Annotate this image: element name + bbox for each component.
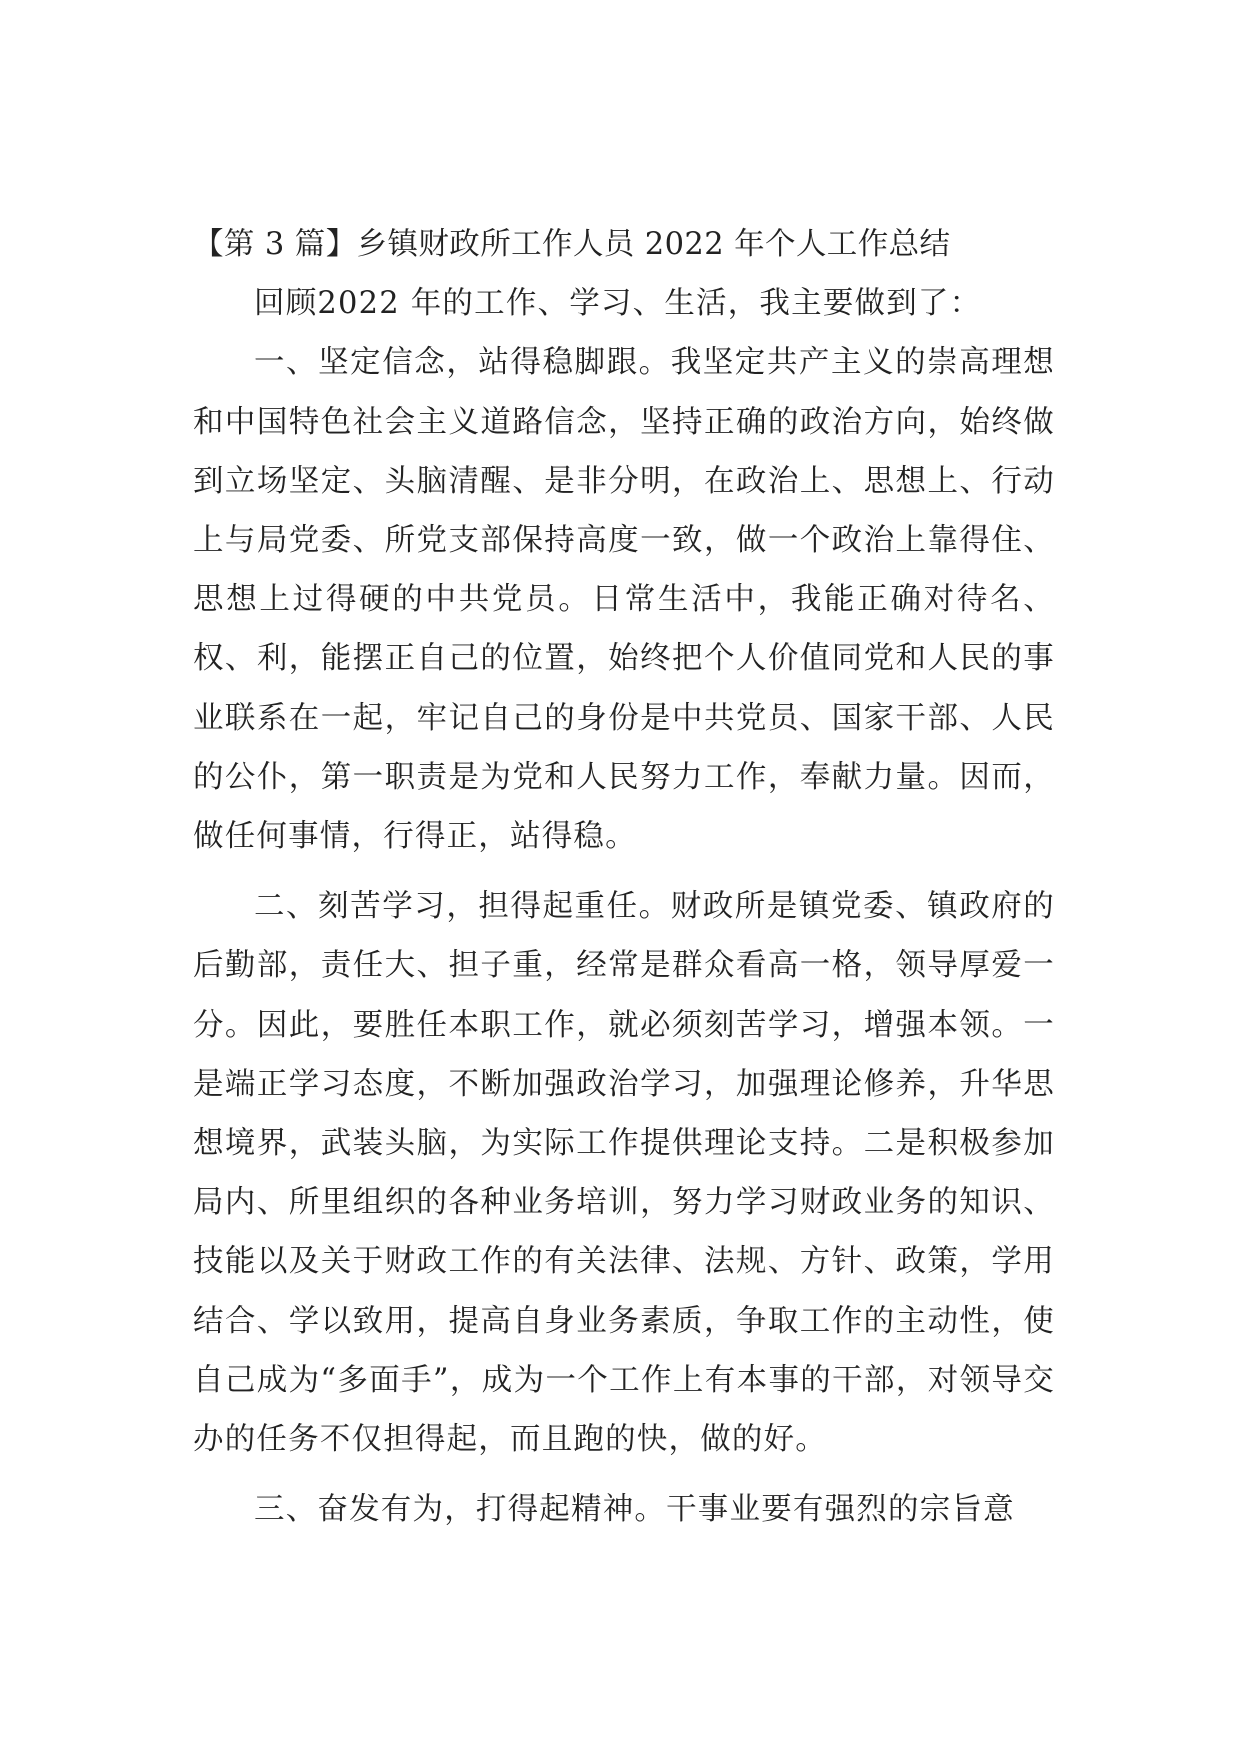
document-body	[193, 215, 1055, 1539]
paragraph-section-1: 一、坚定信念，站得稳脚跟。我坚定共产主义的崇高理想和中国特色社会主义道路信念，坚持正确的政治方向，始终做到立场坚定、头脑清醒、是非分明，在政治上、思想上、行动上与局党委、所党支部保持高度一致，做一个政治上靠得住、思想上过得硬的中共党员。日常生活中，我能正确对待名、权、利，能摆正自己的位置，始终把个人价值同党和人民的事业联系在一起，牢记自己的身份是中共党员、国家干部、人民的公仆，第一职责是为党和人民努力工作，奉献力量。因而，做任何事情，行得正，站得稳。	[193, 345, 1055, 855]
paragraph-intro: 回顾2022 年的工作、学习、生活，我主要做到了：	[254, 286, 982, 322]
paragraph-section-2: 二、刻苦学习，担得起重任。财政所是镇党委、镇政府的后勤部，责任大、担子重，经常是群众看高一格，领导厚爱一分。因此，要胜任本职工作，就必须刻苦学习，增强本领。一是端正学习态度，不断加强政治学习，加强理论修养，升华思想境界，武装头脑，为实际工作提供理论支持。二是积极参加局内、所里组织的各种业务培训，努力学习财政业务的知识、技能以及关于财政工作的有关法律、法规、方针、政策，学用结合、学以致用，提高自身业务素质，争取工作的主动性，使自己成为“多面手”，成为一个工作上有本事的干部，对领导交办的任务不仅担得起，而且跑的快，做的好。	[193, 889, 1055, 1458]
paragraph-section-3: 三、奋发有为，打得起精神。干事业要有强烈的宗旨意	[254, 1492, 1015, 1528]
document-title: 【第 3 篇】乡镇财政所工作人员 2022 年个人工作总结	[193, 227, 951, 262]
